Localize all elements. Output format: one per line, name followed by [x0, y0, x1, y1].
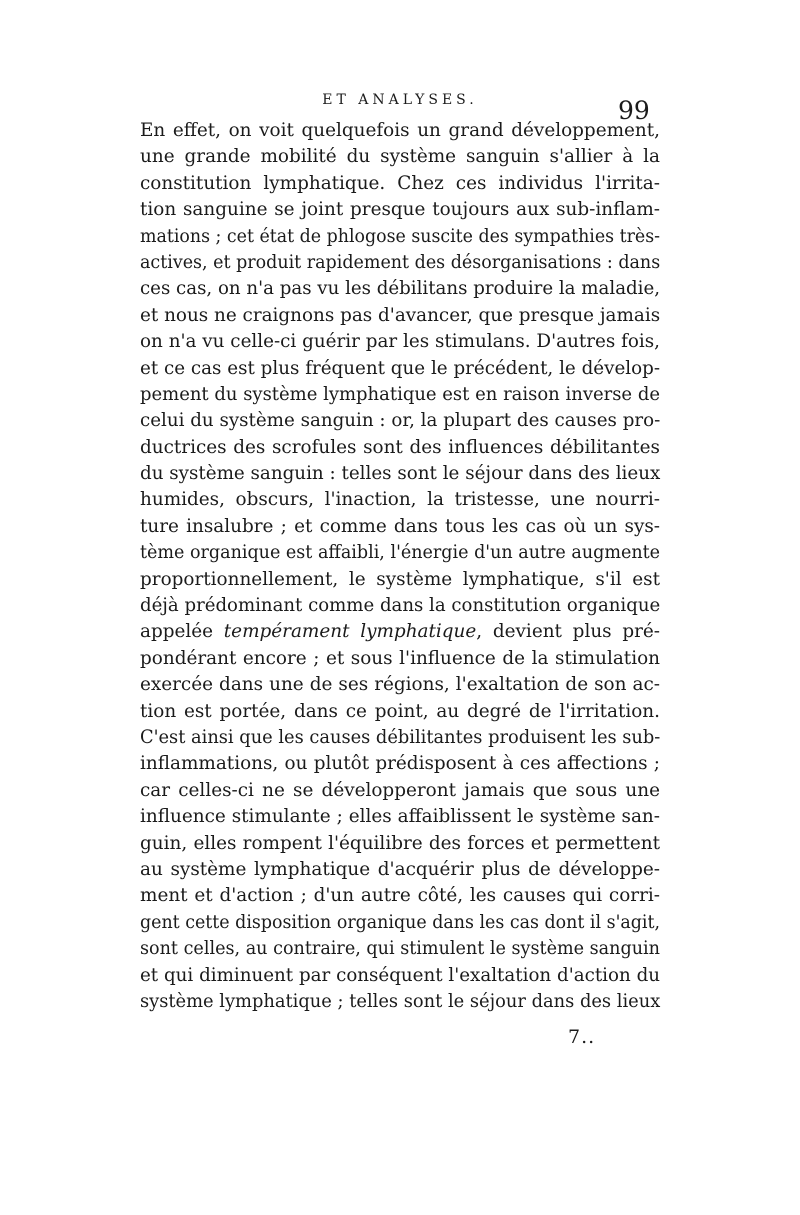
text-line: exercée dans une de ses régions, l'exaltation de son ac-	[140, 674, 660, 696]
text-line: guin, elles rompent l'équilibre des forces et permettent	[140, 832, 660, 854]
text-line: mations ; cet état de phlogose suscite des sympathies très-	[140, 225, 661, 247]
text-line: car celles-ci ne se développeront jamais que sous une	[140, 779, 660, 801]
text-line: du système sanguin : telles sont le séjour dans des lieux	[140, 463, 661, 485]
text-line: ture insalubre ; et comme dans tous les cas où un sys-	[140, 515, 660, 537]
text-line: tion est portée, dans ce point, au degré de l'irritation.	[140, 700, 660, 722]
text-line: tème organique est affaibli, l'énergie d'un autre augmente	[140, 542, 661, 564]
text-line: pondérant encore ; et sous l'influence de la stimulation	[140, 647, 660, 669]
page-number: 99	[618, 96, 650, 125]
text-line: une grande mobilité du système sanguin s'allier à la	[140, 146, 660, 168]
text-line: ductrices des scrofules sont des influences débilitantes	[140, 436, 660, 458]
text-line: ment et d'action ; d'un autre côté, les causes qui corri-	[140, 885, 660, 907]
text-line: et nous ne craignons pas d'avancer, que presque jamais	[140, 304, 661, 326]
text-line: au système lymphatique d'acquérir plus de développe-	[140, 858, 660, 880]
text-run: , devient plus pré-	[476, 621, 661, 643]
signature-mark: 7..	[568, 1026, 596, 1048]
text-line: C'est ainsi que les causes débilitantes produisent les sub-	[140, 726, 661, 748]
text-line: constitution lymphatique. Chez ces individus l'irrita-	[140, 172, 660, 194]
text-line: on n'a vu celle-ci guérir par les stimulans. D'autres fois,	[140, 331, 661, 353]
text-line: tion sanguine se joint presque toujours aux sub-inflam-	[140, 199, 660, 221]
text-line: et ce cas est plus fréquent que le précédent, le dévelop-	[140, 357, 661, 379]
text-line: gent cette disposition organique dans les cas dont il s'agit,	[140, 911, 661, 933]
text-line: sont celles, au contraire, qui stimulent le système sanguin	[140, 938, 661, 960]
text-line: En effet, on voit quelquefois un grand développement,	[140, 120, 660, 141]
text-line	[140, 619, 660, 645]
running-title: ET ANALYSES.	[322, 92, 478, 108]
text-line: ces cas, on n'a pas vu les débilitans produire la maladie,	[140, 278, 661, 300]
text-line: proportionnellement, le système lymphatique, s'il est	[140, 568, 660, 590]
text-line: actives, et produit rapidement des désorganisations : dans	[140, 251, 661, 273]
text-line: et qui diminuent par conséquent l'exaltation d'action du	[140, 964, 661, 986]
italic-term: tempérament lymphatique	[223, 621, 477, 643]
body-paragraph	[140, 118, 660, 1015]
text-line: humides, obscurs, l'inaction, la tristesse, une nourri-	[140, 489, 660, 511]
text-line: celui du système sanguin : or, la plupart des causes pro-	[140, 410, 661, 432]
text-line: inflammations, ou plutôt prédisposent à ces affections ;	[140, 753, 660, 775]
text-run: appelée	[140, 621, 224, 643]
text-line: pement du système lymphatique est en raison inverse de	[140, 383, 660, 405]
text-line: système lymphatique ; telles sont le séjour dans des lieux	[140, 990, 661, 1012]
text-line: influence stimulante ; elles affaiblissent le système san-	[140, 806, 660, 828]
text-line: déjà prédominant comme dans la constitution organique	[140, 595, 661, 617]
